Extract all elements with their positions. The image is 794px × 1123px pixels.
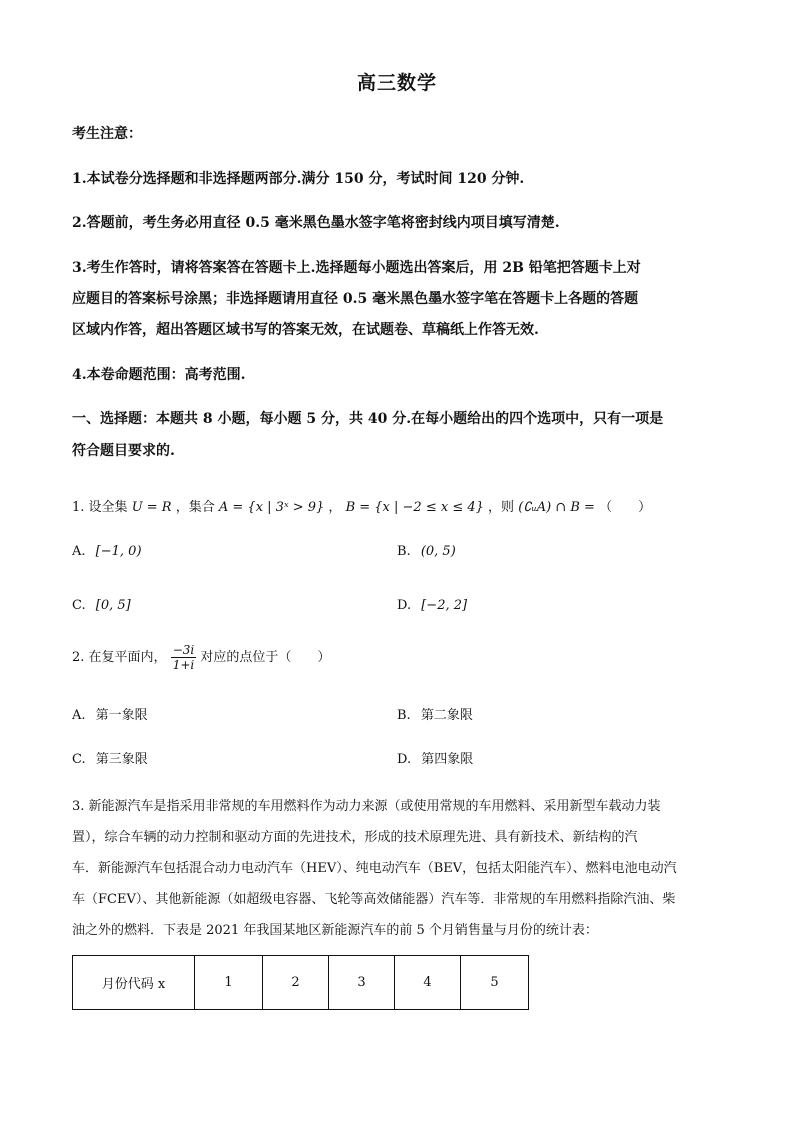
q1-expression: (∁ᵤA) ∩ B = (518, 500, 595, 515)
option-value: [−1, 0) (95, 544, 142, 559)
q1-set-a: A = {x | 3ˣ > 9} (218, 500, 325, 515)
q3-line-3: 车．新能源汽车包括混合动力电动汽车（HEV）、纯电动汽车（BEV，包括太阳能汽车）、燃料电池电动汽 (72, 861, 677, 876)
table-cell: 1 (195, 956, 263, 1010)
q1-answer-paren: （ ） (599, 500, 652, 515)
question-1 (72, 496, 651, 515)
option-value: 第三象限 (95, 752, 148, 767)
option-label: B. (397, 544, 411, 559)
notice-item-3-line2: 应题目的答案标号涂黑；非选择题请用直径 0.5 毫米黑色墨水签字笔在答题卡上各题的答题 (72, 291, 639, 307)
option-label: A. (72, 708, 86, 723)
section1-heading-line1: 一、选择题：本题共 8 小题，每小题 5 分，共 40 分.在每小题给出的四个选项中，只有一项是 (72, 411, 664, 427)
notice-item-1: 1.本试卷分选择题和非选择题两部分.满分 150 分，考试时间 120 分钟. (72, 171, 525, 187)
notice-heading: 考生注意： (72, 126, 142, 142)
option-value: [0, 5] (95, 598, 131, 613)
option-value: [−2, 2] (421, 598, 468, 613)
table-cell: 2 (263, 956, 329, 1010)
q2-fraction (171, 643, 197, 672)
notice-item-3-line1: 3.考生作答时，请将答案答在答题卡上.选择题每小题选出答案后，用 2B 铅笔把答题卡上对 (72, 260, 641, 276)
table-cell: 3 (329, 956, 395, 1010)
q1-text-2: ，则 (488, 500, 515, 515)
option-label: D. (397, 598, 412, 613)
q2-suffix: 对应的点位于（ ） (200, 650, 331, 665)
page-title: 高三数学 (356, 72, 437, 94)
option-value: (0, 5) (420, 544, 456, 559)
q2-denominator: 1+i (172, 658, 195, 672)
option-value: 第四象限 (421, 752, 474, 767)
q1-prefix: 1. 设全集 (72, 500, 128, 515)
q1-option-d (397, 598, 467, 613)
table-header-cell: 月份代码 x (73, 956, 195, 1010)
q2-prefix: 2. 在复平面内， (72, 650, 167, 665)
q3-line-5: 油之外的燃料．下表是 2021 年我国某地区新能源汽车的前 5 个月销售量与月份的统计表： (72, 923, 598, 938)
q3-line-4: 车（FCEV）、其他新能源（如超级电容器、飞轮等高效储能器）汽车等．非常规的车用燃料指除汽油、柴 (72, 892, 676, 907)
notice-item-3-line3: 区域内作答，超出答题区域书写的答案无效，在试题卷、草稿纸上作答无效. (72, 322, 539, 338)
table-cell: 4 (395, 956, 461, 1010)
section1-heading-line2: 符合题目要求的. (72, 443, 175, 459)
q2-numerator: −3i (172, 643, 195, 657)
q1-set-b: B = {x | −2 ≤ x ≤ 4} (345, 500, 484, 515)
q1-universal-set: U = R (131, 500, 172, 515)
question-2 (72, 643, 330, 672)
option-label: C. (72, 752, 86, 767)
table-cell: 5 (461, 956, 529, 1010)
q1-text: ，集合 (175, 500, 215, 515)
table-row (73, 956, 529, 1010)
q3-line-1: 3. 新能源汽车是指采用非常规的车用燃料作为动力来源（或使用常规的车用燃料、采用新型车载动力装 (72, 799, 661, 814)
q1-option-b (397, 544, 456, 559)
notice-item-2: 2.答题前，考生务必用直径 0.5 毫米黑色墨水签字笔将密封线内项目填写清楚. (72, 215, 560, 231)
q2-option-a (72, 704, 148, 723)
q2-option-c (72, 748, 148, 767)
sales-table (72, 955, 529, 1010)
option-value: 第二象限 (420, 708, 473, 723)
notice-item-4: 4.本卷命题范围：高考范围. (72, 367, 246, 383)
q1-comma: ， (328, 500, 342, 515)
option-label: A. (72, 544, 86, 559)
q3-line-2: 置），综合车辆的动力控制和驱动方面的先进技术，形成的技术原理先进、具有新技术、新结构的汽 (72, 830, 638, 845)
q1-option-a (72, 544, 142, 559)
option-label: C. (72, 598, 86, 613)
q2-option-b (397, 704, 473, 723)
q2-option-d (397, 748, 473, 767)
option-label: D. (397, 752, 412, 767)
option-value: 第一象限 (95, 708, 148, 723)
q1-option-c (72, 598, 131, 613)
option-label: B. (397, 708, 411, 723)
